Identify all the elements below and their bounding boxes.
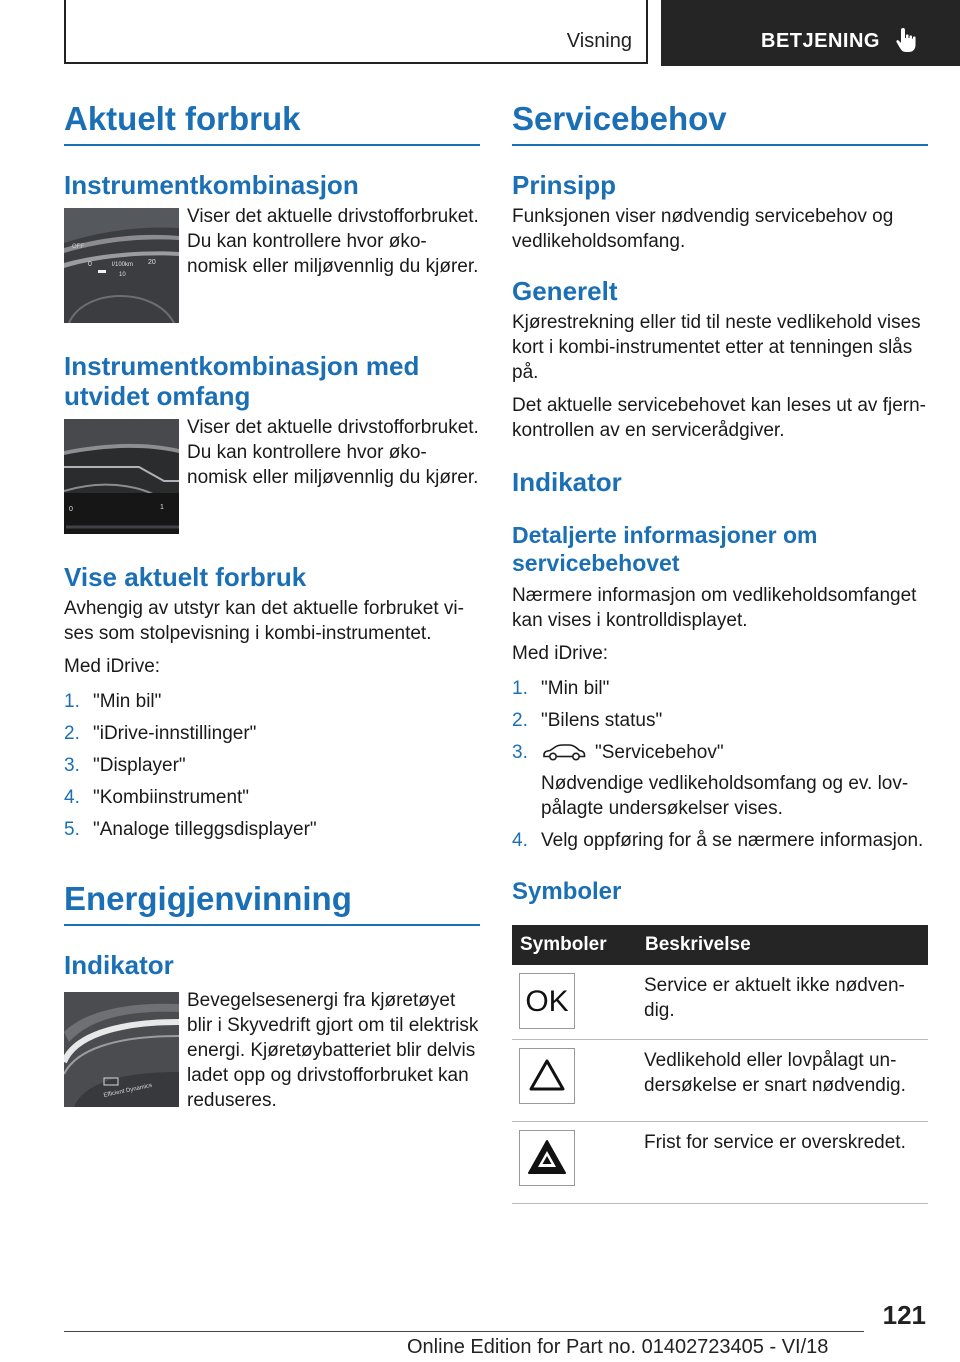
tab-betjening[interactable] xyxy=(661,0,960,66)
left-column xyxy=(64,100,480,1132)
list-item: 5. "Analoge tilleggsdisplayer" xyxy=(64,819,317,840)
energy-recovery-gauge-image xyxy=(64,992,179,1107)
heading-aktuelt-forbruk: Aktuelt forbruk xyxy=(64,100,480,146)
heading-energigjenvinning: Energigjenvinning xyxy=(64,880,480,926)
prinsipp-text: Funksjonen viser nødvendig servicebehov og vedlikeholdsomfang. xyxy=(512,206,894,252)
med-idrive-lead: Med iDrive: xyxy=(64,656,161,677)
symbol-cell xyxy=(512,1040,637,1122)
instrumentkombinasjon-utvidet-text: Viser det aktuelle drivstofforbruket. Du kan kontrollere hvor økonomisk eller miljøvennlig du kjører. xyxy=(187,417,479,488)
instrument-cluster-extended-block xyxy=(64,419,480,534)
list-item: 1. "Min bil" xyxy=(512,678,610,699)
heading-instrumentkombinasjon: Instrumentkombinasjon xyxy=(64,170,359,200)
gauge-label-20: 20 xyxy=(148,259,156,266)
list-item: 3. "Displayer" xyxy=(64,755,186,776)
heading-indikator-right: Indikator xyxy=(512,467,622,497)
warning-triangle-filled-icon xyxy=(519,1130,575,1186)
table-row xyxy=(512,1040,928,1122)
med-idrive-lead-right: Med iDrive: xyxy=(512,643,609,664)
extended-gauge-image xyxy=(64,419,179,534)
symbol-cell xyxy=(512,1122,637,1204)
list-item: 3. "Servicebehov" Nødvendige vedlikeholdsomfang og ev. lovpålagte undersøkelser vises. xyxy=(512,740,928,821)
heading-symboler: Symboler xyxy=(512,878,622,905)
symbol-cell xyxy=(512,965,637,1040)
vise-forbruk-text: Avhengig av utstyr kan det aktuelle forbruket vises som stolpevisning i kombi-instrumentet. xyxy=(64,598,464,644)
list-item: 2. "iDrive-innstillinger" xyxy=(64,723,257,744)
heading-instrumentkombinasjon-utvidet: Instrumentkombinasjon med utvidet omfang xyxy=(64,351,420,411)
table-row xyxy=(512,1122,928,1204)
ok-icon: OK xyxy=(519,973,575,1029)
detaljerte-text: Nærmere informasjon om vedlikeholdsomfanget kan vises i kontrolldisplayet. xyxy=(512,585,917,631)
table-header-row xyxy=(512,925,928,965)
generelt-text-1: Kjørestrekning eller tid til neste vedlikehold vises kort i kombi-instrumentet etter at tenningen slås på. xyxy=(512,312,921,383)
pointing-hand-icon xyxy=(894,26,920,54)
heading-generelt: Generelt xyxy=(512,276,618,306)
generelt-text-2: Det aktuelle servicebehovet kan leses ut av fjernkontrollen av en servicerådgiver. xyxy=(512,395,926,441)
left-steps-list xyxy=(64,689,480,842)
gauge-label-off: OFF xyxy=(72,244,84,250)
instrument-cluster-block xyxy=(64,208,480,323)
table-row xyxy=(512,965,928,1040)
gauge-label-10: 10 xyxy=(119,272,126,278)
tab-betjening-label: BETJENING xyxy=(761,30,880,52)
warning-triangle-outline-icon xyxy=(519,1048,575,1104)
right-steps-list xyxy=(512,676,928,853)
right-column xyxy=(512,100,928,1204)
energy-recovery-block xyxy=(64,992,480,1132)
instrumentkombinasjon-text: Viser det aktuelle drivstofforbruket. Du kan kontrollere hvor økonomisk eller miljøvennlig du kjører. xyxy=(187,206,479,277)
description-cell: Service er aktuelt ikke nødvendig. xyxy=(637,965,928,1040)
heading-detaljerte-informasjoner: Detaljerte informasjoner om servicebehovet xyxy=(512,522,818,576)
efficient-dynamics-label: Efficient Dynamics xyxy=(103,1082,153,1099)
list-item: 4. "Kombiinstrument" xyxy=(64,787,250,808)
tab-visning[interactable] xyxy=(64,0,648,64)
list-item: 1. "Min bil" xyxy=(64,691,162,712)
symbols-table xyxy=(512,925,928,1204)
gauge-label-unit: l/100km xyxy=(112,262,134,268)
description-cell: Frist for service er overskredet. xyxy=(637,1122,928,1204)
page-number: 121 xyxy=(882,1300,926,1330)
heading-prinsipp: Prinsipp xyxy=(512,170,617,200)
column-header-beskrivelse: Beskrivelse xyxy=(637,925,928,965)
gauge-label-1: 1 xyxy=(160,504,164,511)
heading-vise-aktuelt-forbruk: Vise aktuelt forbruk xyxy=(64,562,307,592)
list-item: 2. "Bilens status" xyxy=(512,710,663,731)
gauge-label-0: 0 xyxy=(69,506,73,513)
description-cell: Vedlikehold eller lovpålagt undersøkelse er snart nødvendig. xyxy=(637,1040,928,1122)
footer-divider xyxy=(64,1331,864,1332)
energigjenvinning-text: Bevegelsesenergi fra kjøretøyet blir i Skyvedrift gjort om til elektrisk energi. Kjøretøybatteriet blir delvis ladet opp og drivstofforbruket kan reduseres. xyxy=(187,990,479,1111)
car-outline-icon xyxy=(541,743,587,761)
list-item: 4. Velg oppføring for å se nærmere informasjon. xyxy=(512,830,924,851)
fuel-gauge-image xyxy=(64,208,179,323)
servicebehov-subtext: Nødvendige vedlikeholdsomfang og ev. lovpålagte undersøkelser vises. xyxy=(541,773,909,819)
gauge-label-0: 0 xyxy=(88,261,92,268)
tab-visning-label: Visning xyxy=(566,30,632,52)
column-header-symboler: Symboler xyxy=(512,925,637,965)
footer-edition: Online Edition for Part no. 01402723405 - VI/18 xyxy=(407,1336,829,1358)
heading-indikator-left: Indikator xyxy=(64,950,174,980)
heading-servicebehov: Servicebehov xyxy=(512,100,928,146)
